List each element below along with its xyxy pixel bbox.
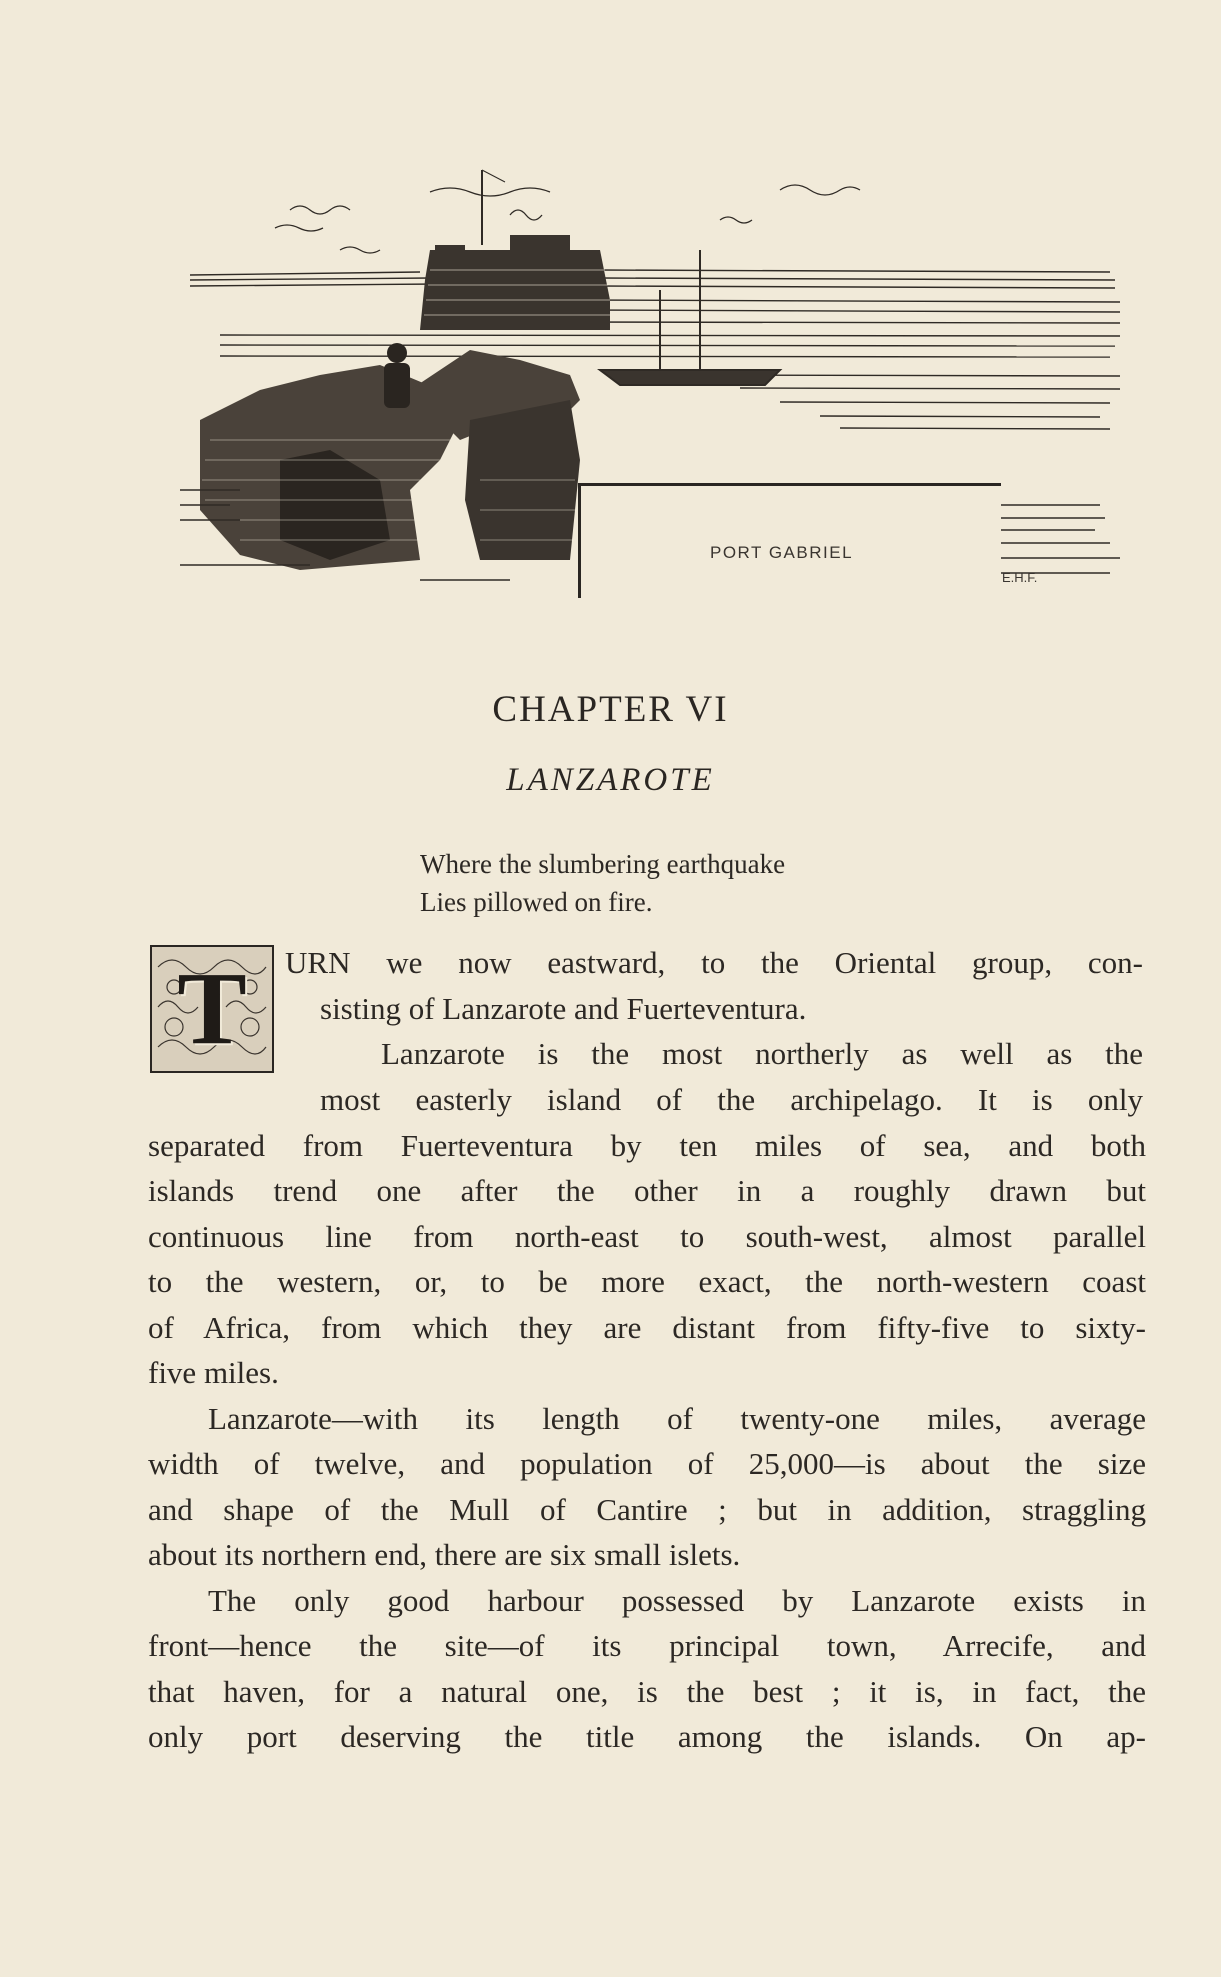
body-line: The only good harbour possessed by Lanzarote exists in bbox=[208, 1583, 1146, 1618]
illustration-caption: PORT GABRIEL bbox=[710, 543, 854, 562]
body-line: continuous line from north-east to south-west, almost parallel bbox=[148, 1219, 1146, 1254]
body-line: width of twelve, and population of 25,000—is about the size bbox=[148, 1446, 1146, 1481]
artist-signature: E.H.F. bbox=[1002, 570, 1038, 585]
body-line: and shape of the Mull of Cantire ; but in addition, straggling bbox=[148, 1492, 1146, 1527]
body-line: Lanzarote is the most northerly as well as the bbox=[381, 1036, 1143, 1071]
body-line: islands trend one after the other in a roughly drawn but bbox=[148, 1173, 1146, 1208]
figure bbox=[384, 343, 410, 408]
body-line: sisting of Lanzarote and Fuerteventura. bbox=[320, 991, 807, 1026]
chapter-heading: CHAPTER VI bbox=[492, 689, 729, 730]
body-line: separated from Fuerteventura by ten miles of sea, and both bbox=[148, 1128, 1146, 1163]
epigraph-line: Lies pillowed on fire. bbox=[420, 887, 653, 917]
body-line: about its northern end, there are six small islets. bbox=[148, 1537, 741, 1572]
body-line: to the western, or, to be more exact, the north-western coast bbox=[148, 1264, 1146, 1299]
body-line: that haven, for a natural one, is the best ; it is, in fact, the bbox=[148, 1674, 1146, 1709]
body-line: of Africa, from which they are distant from fifty-five to sixty- bbox=[148, 1310, 1146, 1345]
body-line: Lanzarote—with its length of twenty-one miles, average bbox=[208, 1401, 1146, 1436]
caption-frame bbox=[578, 483, 1001, 598]
epigraph bbox=[420, 845, 785, 921]
epigraph-line: Where the slumbering earthquake bbox=[420, 849, 786, 879]
drop-cap-letter: T bbox=[177, 951, 247, 1066]
body-line: most easterly island of the archipelago. It is only bbox=[320, 1082, 1143, 1117]
body-line: front—hence the site—of its principal town, Arrecife, and bbox=[148, 1628, 1146, 1663]
body-line: only port deserving the title among the islands. On ap- bbox=[148, 1719, 1146, 1754]
body-line: five miles. bbox=[148, 1355, 279, 1390]
chapter-title: LANZAROTE bbox=[506, 762, 715, 798]
drop-cap bbox=[150, 945, 274, 1073]
fortress bbox=[420, 235, 610, 330]
body-line: URN we now eastward, to the Oriental group, con- bbox=[285, 945, 1143, 980]
